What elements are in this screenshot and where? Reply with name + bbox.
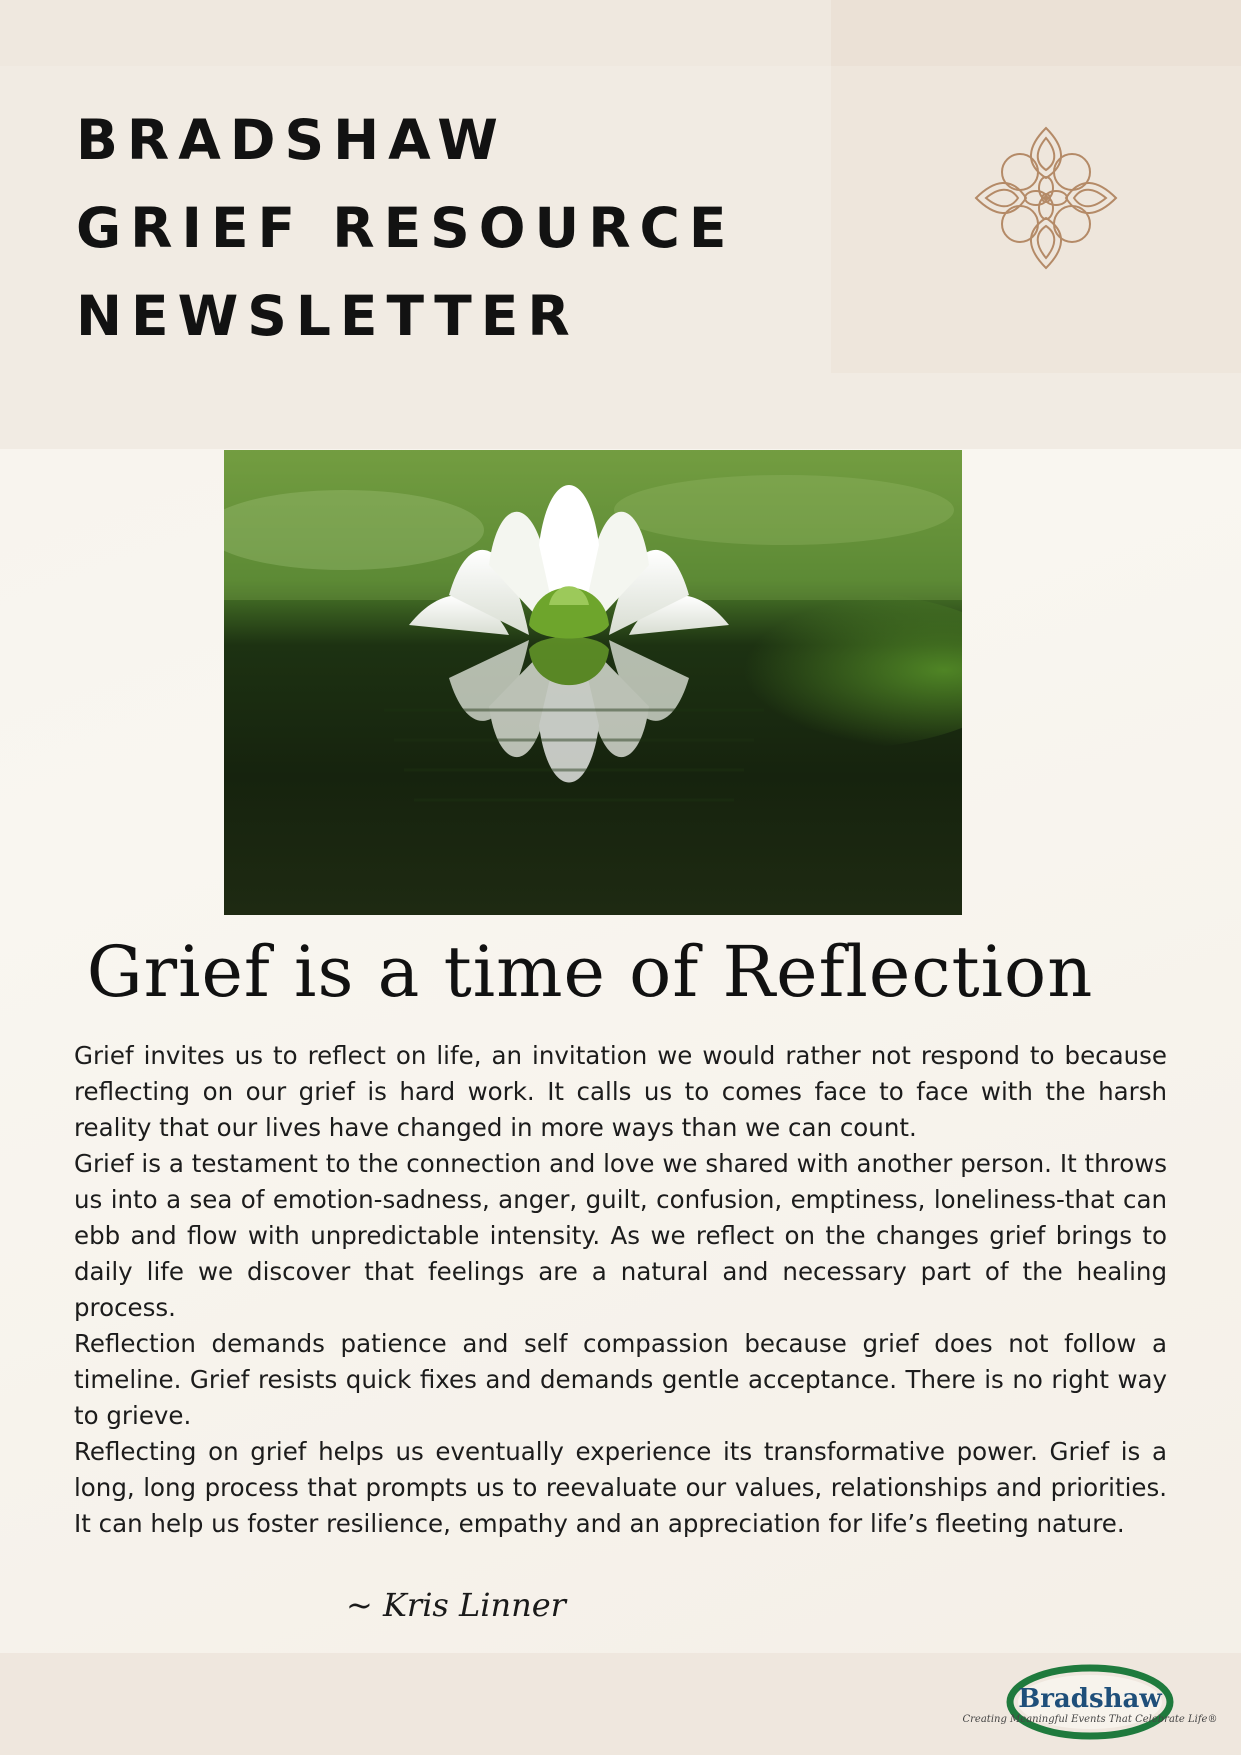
- article-paragraph: Reflecting on grief helps us eventually experience its transformative power. Grief is a long, long process that prompts us to reevaluate our values, relationships and priorities. It can help us foster resilience, empathy and an appreciation for life’s fleeting nature.: [74, 1437, 1167, 1538]
- article-paragraph: Grief invites us to reflect on life, an invitation we would rather not respond to because reflecting on our grief is hard work. It calls us to comes face to face with the harsh reality that our lives have changed in more ways than we can count.: [74, 1041, 1167, 1142]
- bradshaw-logo: [956, 1660, 1224, 1750]
- article-paragraph: Grief is a testament to the connection and love we shared with another person. It throws us into a sea of emotion-sadness, anger, guilt, confusion, emptiness, loneliness-that can ebb and flow with unpredictable intensity. As we reflect on the changes grief brings to daily life we discover that feelings are a natural and necessary part of the healing process.: [74, 1149, 1167, 1322]
- hero-photo-water-lily: [224, 450, 962, 915]
- author-signature: ~ Kris Linner: [346, 1586, 566, 1624]
- article-body: [74, 1038, 1167, 1542]
- title-line: NEWSLETTER: [76, 284, 579, 348]
- article-paragraph: Reflection demands patience and self compassion because grief does not follow a timeline. Grief resists quick fixes and demands gentle acceptance. There is no right way to grieve.: [74, 1329, 1167, 1430]
- title-line: BRADSHAW: [76, 108, 507, 172]
- article-title: Grief is a time of Reflection: [86, 931, 1094, 1013]
- logo-name: Bradshaw: [1018, 1684, 1162, 1714]
- newsletter-title: [76, 96, 735, 360]
- logo-tagline: Creating Meaningful Events That Celebrate Life®: [962, 1714, 1218, 1725]
- lotus-mandala-icon: [972, 124, 1120, 272]
- title-line: GRIEF RESOURCE: [76, 196, 736, 260]
